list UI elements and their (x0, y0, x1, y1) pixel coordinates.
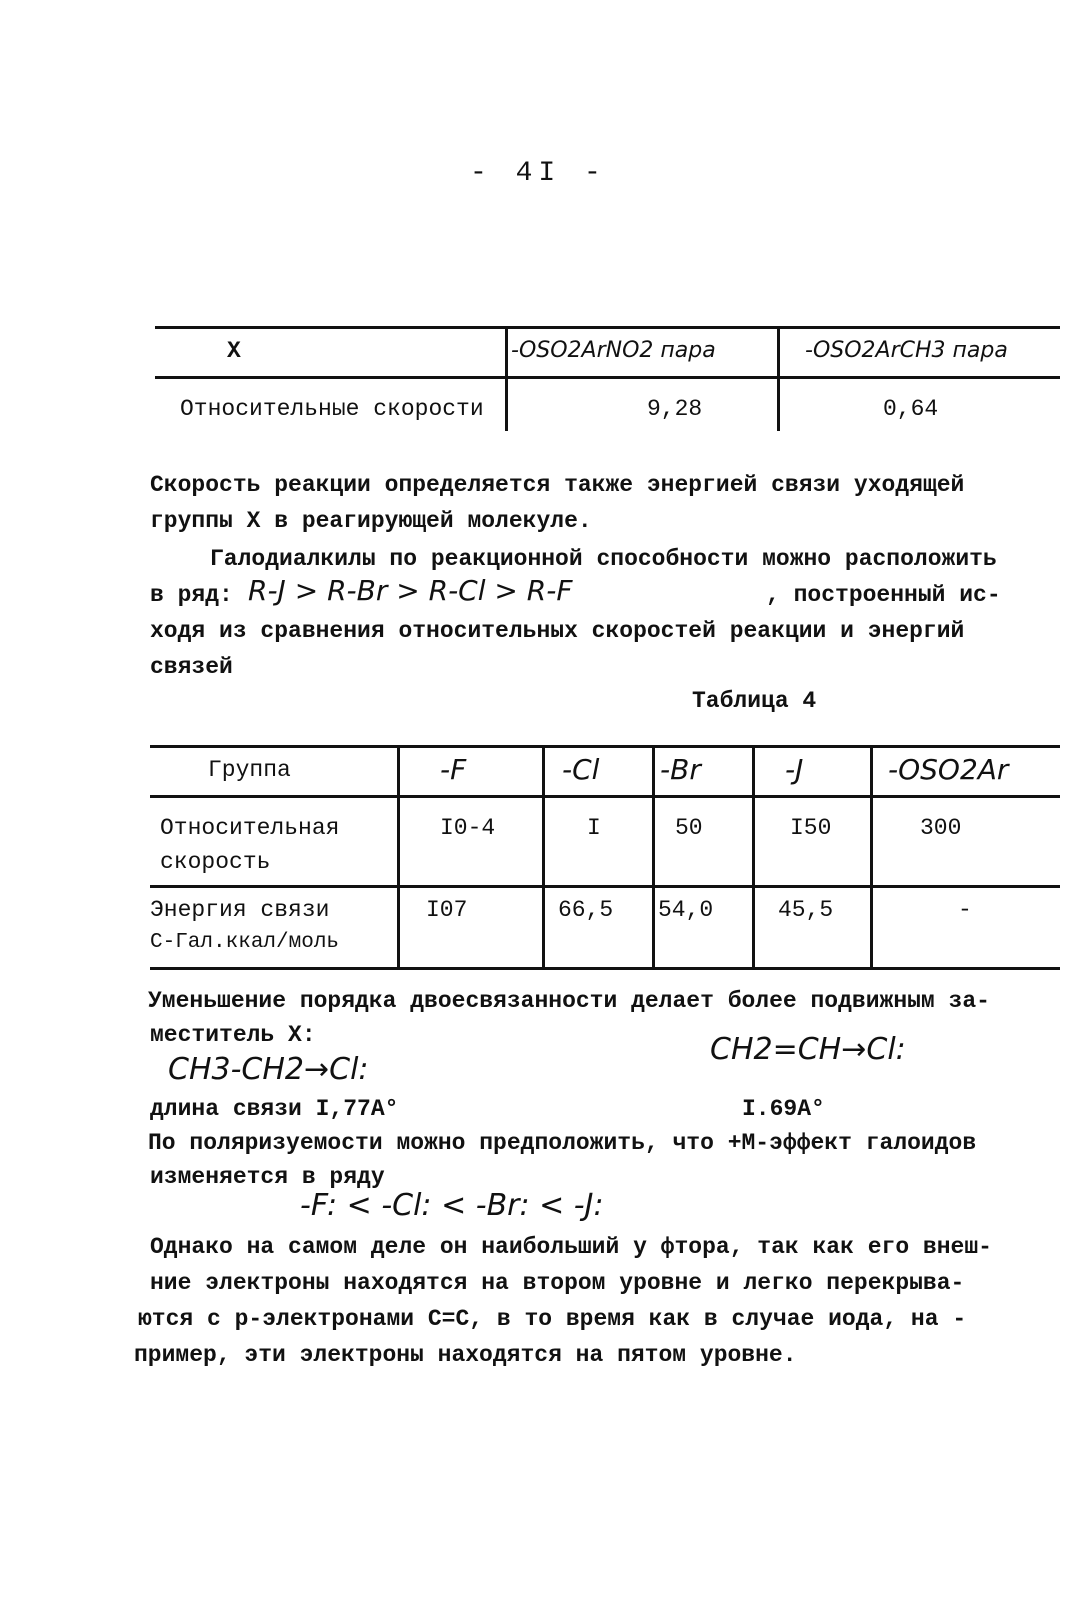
table-rule (150, 967, 1060, 970)
table-row-label: С-Гал.ккал/моль (150, 931, 340, 954)
table-rule (150, 795, 1060, 798)
table-divider (777, 326, 780, 431)
table-leaving-groups (155, 326, 1060, 431)
table-row-label: скорость (160, 849, 271, 875)
table-header-iodine: -J (785, 753, 804, 786)
bond-length-right: I.69A° (742, 1096, 825, 1122)
formula-ethyl-chloride: CH3-CH2→Cl: (168, 1052, 369, 1087)
paragraph-line: меститель X: (150, 1022, 316, 1048)
paragraph-line: Уменьшение порядка двоесвязанности делает более подвижным за- (148, 988, 990, 1014)
table-divider (505, 326, 508, 431)
table-cell-value: I07 (426, 897, 468, 923)
table-cell-value: 50 (675, 815, 703, 841)
table-cell-value: 66,5 (558, 897, 614, 923)
paragraph-line: , построенный ис- (766, 582, 1001, 608)
paragraph-line: Однако на самом деле он наибольший у фтора, так как его внеш- (150, 1234, 992, 1260)
table-rule (150, 745, 1060, 748)
table-divider (752, 745, 755, 970)
table-row-label: Относительная (160, 815, 340, 841)
reactivity-series: R-J > R-Br > R-Cl > R-F (248, 574, 573, 607)
table-cell-value: I (587, 815, 601, 841)
table-header-bromine: -Br (660, 753, 701, 786)
paragraph-line: Скорость реакции определяется также энергией связи уходящей (150, 472, 965, 498)
table-caption: Таблица 4 (692, 688, 817, 714)
table-divider (542, 745, 545, 970)
table-row-label: Энергия связи (150, 897, 330, 923)
paragraph-line: изменяется в ряду (150, 1164, 385, 1190)
table-cell-value: I0-4 (440, 815, 496, 841)
table-cell-value: 300 (920, 815, 962, 841)
formula-vinyl-chloride: CH2=CH→Cl: (710, 1032, 906, 1067)
table-header-x: X (227, 338, 241, 364)
table-cell-value: 9,28 (647, 396, 703, 422)
table-header-sulfonate: -OSO2Ar (888, 753, 1009, 786)
table-cell-value: 45,5 (778, 897, 834, 923)
table-rule (155, 376, 1060, 379)
table-divider (397, 745, 400, 970)
table-row-label: Относительные скорости (180, 396, 484, 422)
paragraph-line: связей (150, 654, 233, 680)
paragraph-line: ходя из сравнения относительных скоростей реакции и энергий (150, 618, 965, 644)
paragraph-line: пример, эти электроны находятся на пятом уровне. (134, 1342, 797, 1368)
paragraph-line: в ряд: (150, 582, 233, 608)
table-header-group: Группа (208, 757, 291, 783)
table-header-chlorine: -Cl (562, 753, 600, 786)
table-header-fluorine: -F (440, 753, 467, 786)
table-cell-value: 54,0 (658, 897, 714, 923)
table-halogen-data (150, 745, 1060, 970)
paragraph-line: ние электроны находятся на втором уровне и легко перекрыва- (150, 1270, 965, 1296)
table-rule (150, 885, 1060, 888)
paragraph-line: группы X в реагирующей молекуле. (150, 508, 592, 534)
polarizability-series: -F: < -Cl: < -Br: < -J: (300, 1188, 604, 1223)
table-divider (870, 745, 873, 970)
page-number: - 4I - (470, 158, 607, 189)
paragraph-line: По поляризуемости можно предположить, что +М-эффект галоидов (148, 1130, 977, 1156)
bond-length-left: длина связи I,77A° (150, 1096, 399, 1122)
paragraph-line: ются с р-электронами С=С, в то время как в случае иода, на - (138, 1306, 967, 1332)
table-cell-value: 0,64 (883, 396, 939, 422)
table-cell-value: - (958, 897, 972, 923)
table-rule (155, 326, 1060, 329)
table-header-methyl: -OSO2ArCH3 пара (805, 338, 1008, 363)
table-cell-value: I50 (790, 815, 832, 841)
table-header-nitro: -OSO2ArNO2 пара (511, 338, 716, 363)
paragraph-line: Галодиалкилы по реакционной способности можно расположить (210, 546, 997, 572)
table-divider (652, 745, 655, 970)
